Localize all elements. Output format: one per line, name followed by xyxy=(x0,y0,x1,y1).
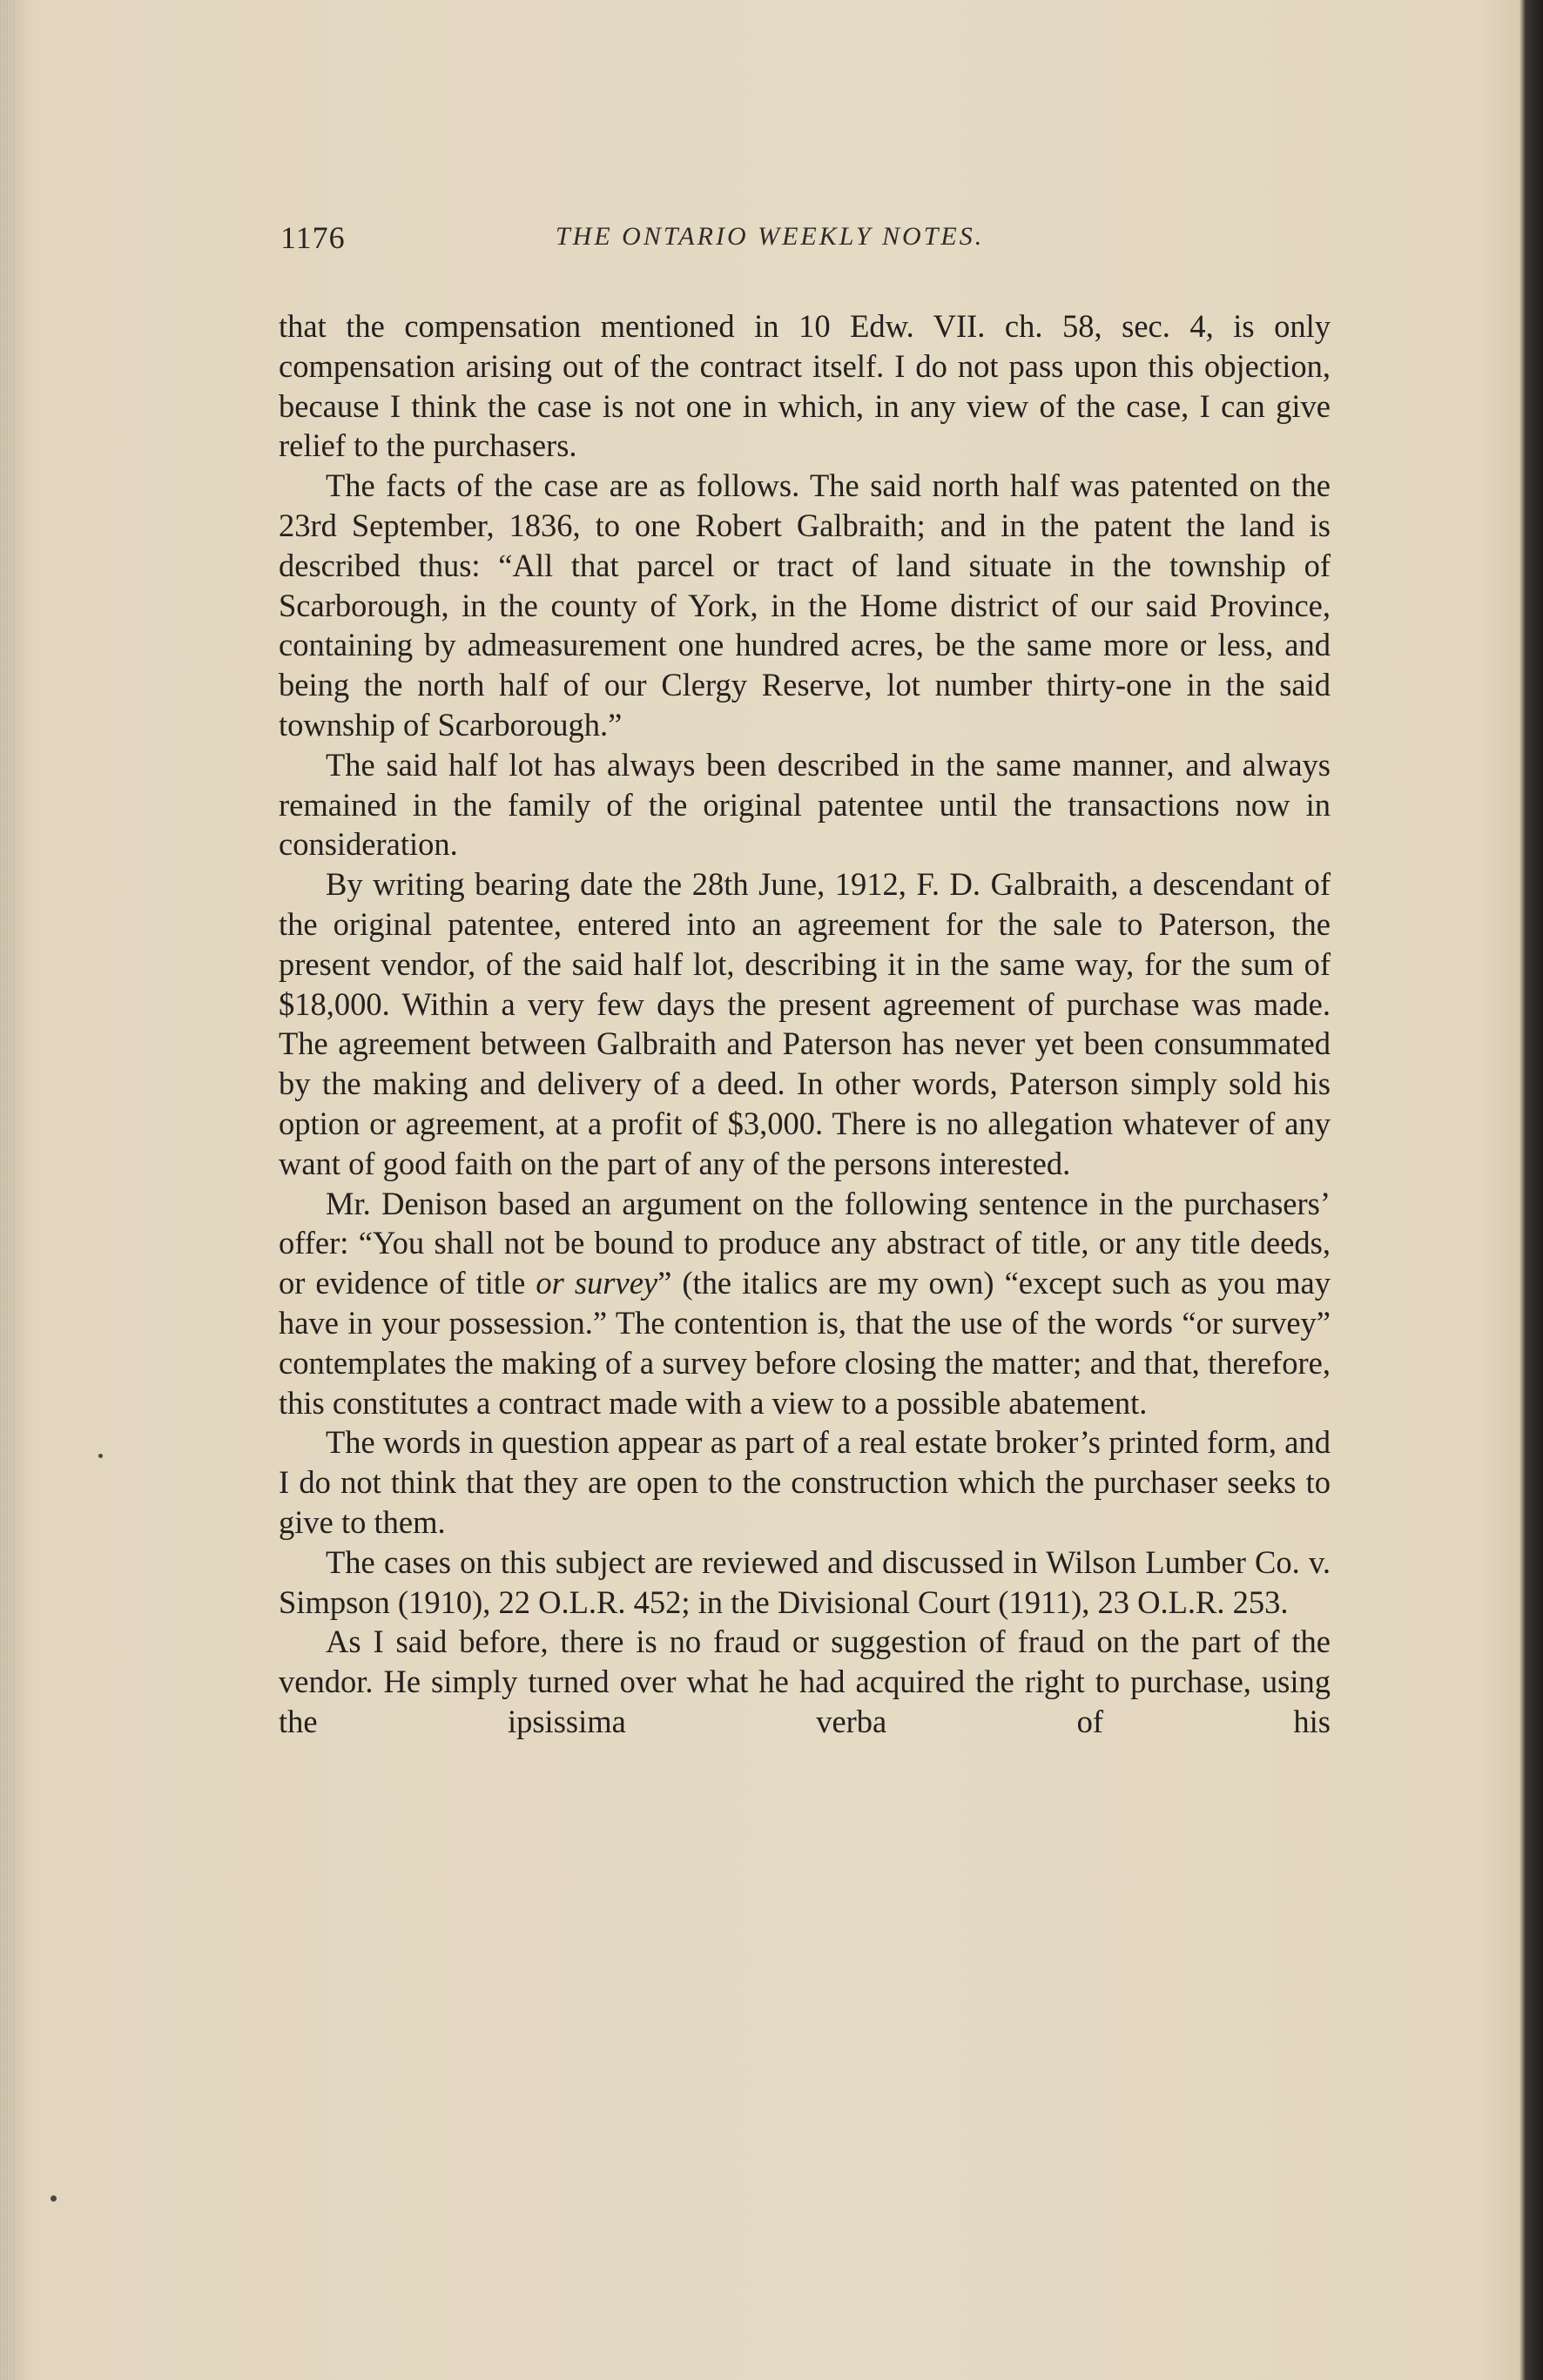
paragraph xyxy=(279,1184,1331,1423)
page-header xyxy=(280,219,1332,272)
italic-text: or survey xyxy=(536,1265,658,1301)
page-edge xyxy=(0,0,16,2380)
paragraph-text: Mr. Denison based an argument on the following sentence in the purchasers’ offer: “You shall not be bound to produce any abstract of title, or any title deeds, or evidence of title xyxy=(279,1185,1331,1301)
speck xyxy=(51,2195,57,2202)
paragraph: The words in question appear as part of a real estate broker’s printed form, and I do not think that they are open to the construction which the purchaser seeks to give to them. xyxy=(279,1424,1331,1540)
paragraph: The said half lot has always been described in the same manner, and always remained in the family of the original patentee until the transactions now in consideration. xyxy=(279,746,1331,863)
paragraph-text: ” (the italics are my own) “except such as you may have in your possession.” The contention is, that the use of the words “or survey” contemplates the making of a survey before closing the matter; and that, therefore, this constitutes a contract made with a view to a possible abatement. xyxy=(279,1265,1331,1421)
paragraph: The facts of the case are as follows. The said north half was patented on the 23rd September, 1836, to one Robert Galbraith; and in the patent the land is described thus: “All that parcel or tract of land situate in the township of Scarborough, in the county of York, in the Home district of our said Province, containing by admeasurement one hundred acres, be the same more or less, and being the north half of our Clergy Reserve, lot number thirty-one in the said township of Scarborough.” xyxy=(279,467,1331,743)
body-text xyxy=(279,306,1331,1742)
paragraph: The cases on this subject are reviewed and discussed in Wilson Lumber Co. v. Simpson (1910), 22 O.L.R. 452; in the Divisional Court (1911), 23 O.L.R. 253. xyxy=(279,1543,1331,1620)
paragraph: By writing bearing date the 28th June, 1912, F. D. Galbraith, a descendant of the original patentee, entered into an agreement for the sale to Paterson, the present vendor, of the said half lot, describing it in the same way, for the sum of $18,000. Within a very few days the present agreement of purchase was made. The agreement between Galbraith and Paterson has never yet been consummated by the making and delivery of a deed. In other words, Paterson simply sold his option or agreement, at a profit of $3,000. There is no allegation whatever of any want of good faith on the part of any of the persons interested. xyxy=(279,866,1331,1181)
speck xyxy=(98,1454,103,1458)
running-head: THE ONTARIO WEEKLY NOTES. xyxy=(556,222,985,251)
page-number: 1176 xyxy=(280,220,346,255)
paragraph: that the compensation mentioned in 10 Edw. VII. ch. 58, sec. 4, is only compensation arising out of the contract itself. I do not pass upon this objection, because I think the case is not one in which, in any view of the case, I can give relief to the purchasers. xyxy=(279,308,1331,464)
paragraph: As I said before, there is no fraud or suggestion of fraud on the part of the vendor. He simply turned over what he had acquired the right to purchase, using the ipsissima verba of his xyxy=(279,1624,1331,1739)
